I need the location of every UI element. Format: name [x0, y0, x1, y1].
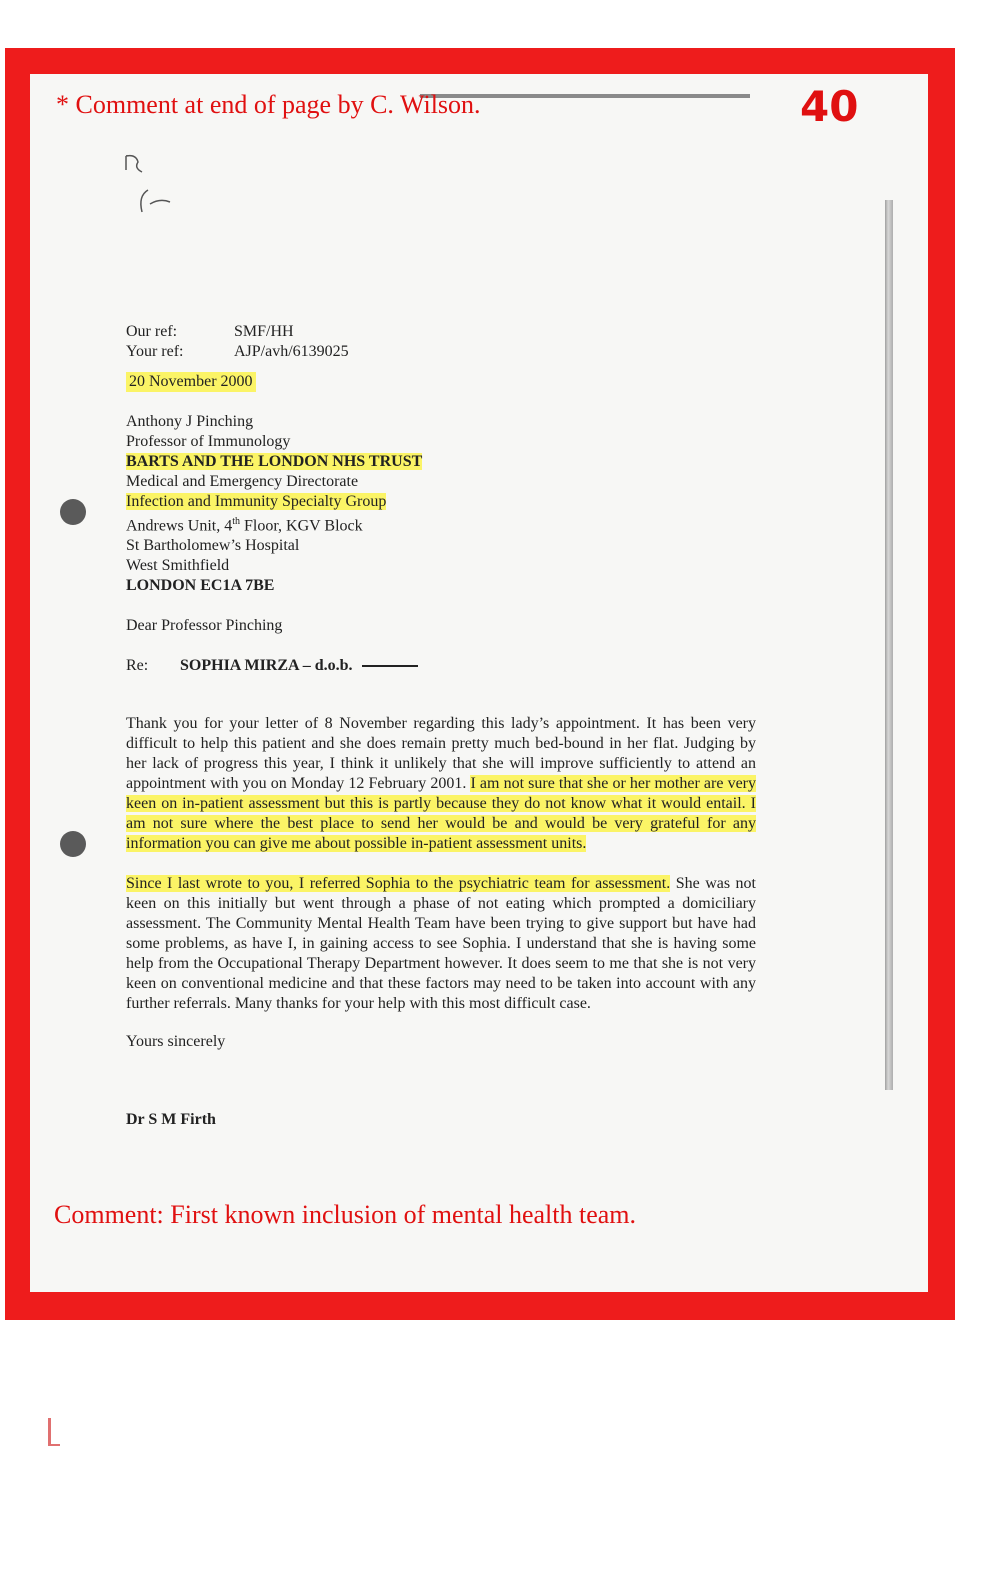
- re-label: Re:: [126, 657, 149, 675]
- bottom-comment-note: Comment: First known inclusion of mental health team.: [54, 1200, 637, 1229]
- recipient-unit: Andrews Unit, 4th Floor, KGV Block: [126, 516, 363, 535]
- paragraph-2: [126, 874, 756, 1014]
- reference-block: [126, 322, 349, 362]
- letter-date: 20 November 2000: [126, 372, 256, 392]
- our-ref-value: SMF/HH: [234, 323, 294, 340]
- top-comment-note: * Comment at end of page by C. Wilson.: [56, 90, 481, 119]
- stray-mark: [48, 1418, 51, 1446]
- paragraph-2-text: She was not keen on this initially but went through a phase of not eating which prompted a domiciliary assessment. The Community Mental Health Team have been trying to give support but have had some problems, as have I, in gaining access to see Sophia. I understand that she is having some help from the Occupational Therapy Department however. It does seem to me that she is not very keen on conventional medicine and that these factors may need to be taken into account with any further referrals. Many thanks for your help with this most difficult case.: [126, 875, 757, 1013]
- paragraph-2-highlight: Since I last wrote to you, I referred Sophia to the psychiatric team for assessment.: [126, 875, 671, 893]
- your-ref-label: Your ref:: [126, 343, 184, 360]
- letter-body: [126, 322, 756, 1130]
- closing: Yours sincerely: [126, 1033, 226, 1051]
- punch-hole-icon: [60, 831, 86, 857]
- salutation: Dear Professor Pinching: [126, 617, 283, 635]
- paragraph-1-text: Thank you for your letter of 8 November regarding this lady’s appointment. It has been very difficult to help this patient and she does remain pretty much bed-bound in her flat. Judging by her lack of progress this year, I think it unlikely that she will improve sufficiently to attend an appointment with you on Monday 12 February 2001.: [126, 715, 756, 793]
- recipient-city: LONDON EC1A 7BE: [126, 577, 275, 595]
- paragraph-1-highlight: I am not sure that she or her mother are very keen on in-patient assessment but this is partly because they do not know what it would entail. I am not sure where the best place to send her would be and would be very grateful for any information you can give me about possible in-patient assessment units.: [126, 775, 756, 853]
- scan-binder-shadow: [885, 200, 893, 1090]
- page-number: 40: [800, 82, 859, 131]
- recipient-hospital: St Bartholomew’s Hospital: [126, 537, 300, 555]
- your-ref-value: AJP/avh/6139025: [234, 343, 349, 360]
- recipient-group: Infection and Immunity Specialty Group: [126, 493, 387, 510]
- re-subject: SOPHIA MIRZA – d.o.b.: [180, 657, 353, 675]
- recipient-trust: BARTS AND THE LONDON NHS TRUST: [126, 453, 423, 470]
- our-ref-label: Our ref:: [126, 323, 178, 340]
- handwritten-scribble: [120, 150, 200, 230]
- recipient-title: Professor of Immunology: [126, 433, 291, 450]
- stray-mark: [48, 1444, 60, 1446]
- punch-hole-icon: [60, 499, 86, 525]
- recipient-address: [126, 412, 756, 596]
- paragraph-1: [126, 714, 756, 854]
- recipient-street: West Smithfield: [126, 557, 230, 575]
- subject-line: [126, 656, 756, 676]
- signature: Dr S M Firth: [126, 1111, 216, 1129]
- recipient-directorate: Medical and Emergency Directorate: [126, 473, 359, 490]
- redacted-dob-line: [362, 665, 418, 667]
- recipient-name: Anthony J Pinching: [126, 413, 254, 430]
